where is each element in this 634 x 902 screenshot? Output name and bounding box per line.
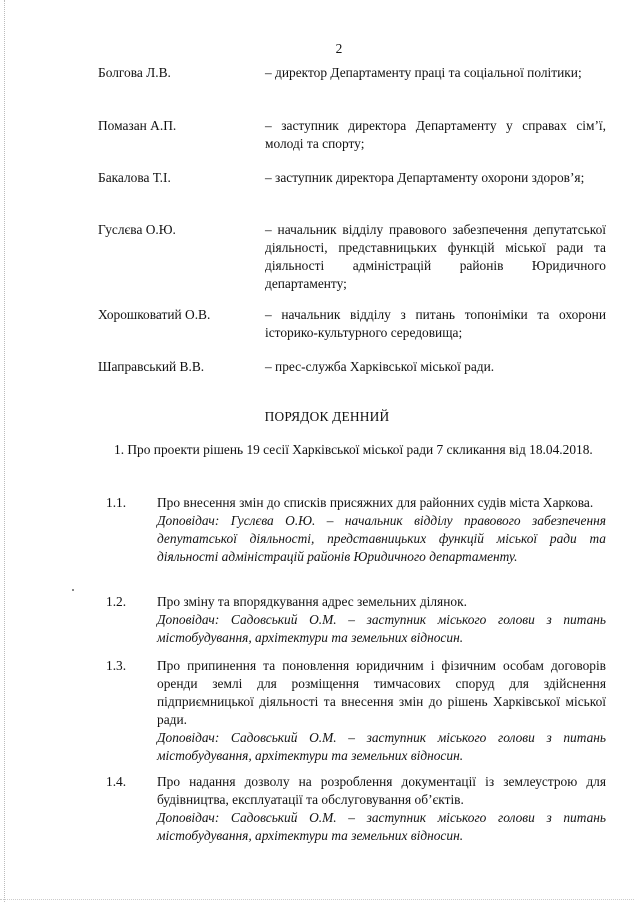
scan-speck [72, 589, 74, 591]
page-number: 2 [335, 41, 343, 56]
attendee-name: Помазан А.П. [98, 118, 177, 133]
attendee-name: Гуслєва О.Ю. [98, 222, 176, 237]
attendee-role: – начальник відділу з питань топоніміки та охорони історико-культурного середовища; [265, 307, 606, 340]
agenda-intro-text: 1. Про проекти рішень 19 сесії Харківської міської ради 7 скликання від 18.04.2018. [114, 442, 593, 457]
attendee-role: – заступник директора Департаменту у справах сім’ї, молоді та спорту; [265, 118, 606, 151]
agenda-item-body [157, 593, 606, 647]
agenda-item-title: Про припинення та поновлення юридичним і фізичним особам договорів оренди землі для розміщення тимчасових споруд для здійснення підприємницької діяльності та внесення змін до рішень Харківської міської ради. [157, 658, 606, 727]
page-left-edge [4, 0, 5, 902]
agenda-item-title: Про надання дозволу на розроблення документації із землеустрою для будівництва, експлуатації та обслуговування об’єктів. [157, 774, 606, 807]
agenda-item-speaker: Доповідач: Садовський О.М. – заступник міського голови з питань містобудування, архітектури та земельних відносин. [157, 730, 606, 763]
agenda-item-number: 1.4. [106, 774, 127, 789]
agenda-intro [98, 441, 606, 459]
agenda-item-number: 1.2. [106, 594, 127, 609]
attendee-role: – директор Департаменту праці та соціальної політики; [265, 65, 582, 80]
agenda-item-body [157, 657, 606, 765]
page-bottom-edge [0, 899, 634, 900]
agenda-item-title: Про зміну та впорядкування адрес земельних ділянок. [157, 594, 467, 609]
attendee-role: – заступник директора Департаменту охорони здоров’я; [265, 170, 585, 185]
attendee-name: Хорошковатий О.В. [98, 307, 211, 322]
agenda-title: ПОРЯДОК ДЕННИЙ [264, 409, 390, 424]
attendee-name: Болгова Л.В. [98, 65, 171, 80]
attendee-role: – прес-служба Харківської міської ради. [265, 359, 495, 374]
agenda-item-speaker: Доповідач: Садовський О.М. – заступник міського голови з питань містобудування, архітектури та земельних відносин. [157, 612, 606, 645]
agenda-item-number: 1.3. [106, 658, 127, 673]
agenda-item-speaker: Доповідач: Гуслєва О.Ю. – начальник відділу правового забезпечення депутатської діяльності, представницьких функцій міської ради та діяльності адміністрацій районів Юридичного департаменту. [157, 513, 606, 564]
agenda-item-speaker: Доповідач: Садовський О.М. – заступник міського голови з питань містобудування, архітектури та земельних відносин. [157, 810, 606, 843]
attendee-name: Бакалова Т.І. [98, 170, 171, 185]
attendee-role: – начальник відділу правового забезпечення депутатської діяльності, представницьких функцій міської ради та діяльності адміністрацій районів Юридичного департаменту; [265, 222, 606, 291]
agenda-item-title: Про внесення змін до списків присяжних для районних судів міста Харкова. [157, 495, 594, 510]
agenda-item-body [157, 494, 606, 566]
agenda-item-body [157, 773, 606, 845]
agenda-item-number: 1.1. [106, 495, 127, 510]
attendee-name: Шаправський В.В. [98, 359, 205, 374]
